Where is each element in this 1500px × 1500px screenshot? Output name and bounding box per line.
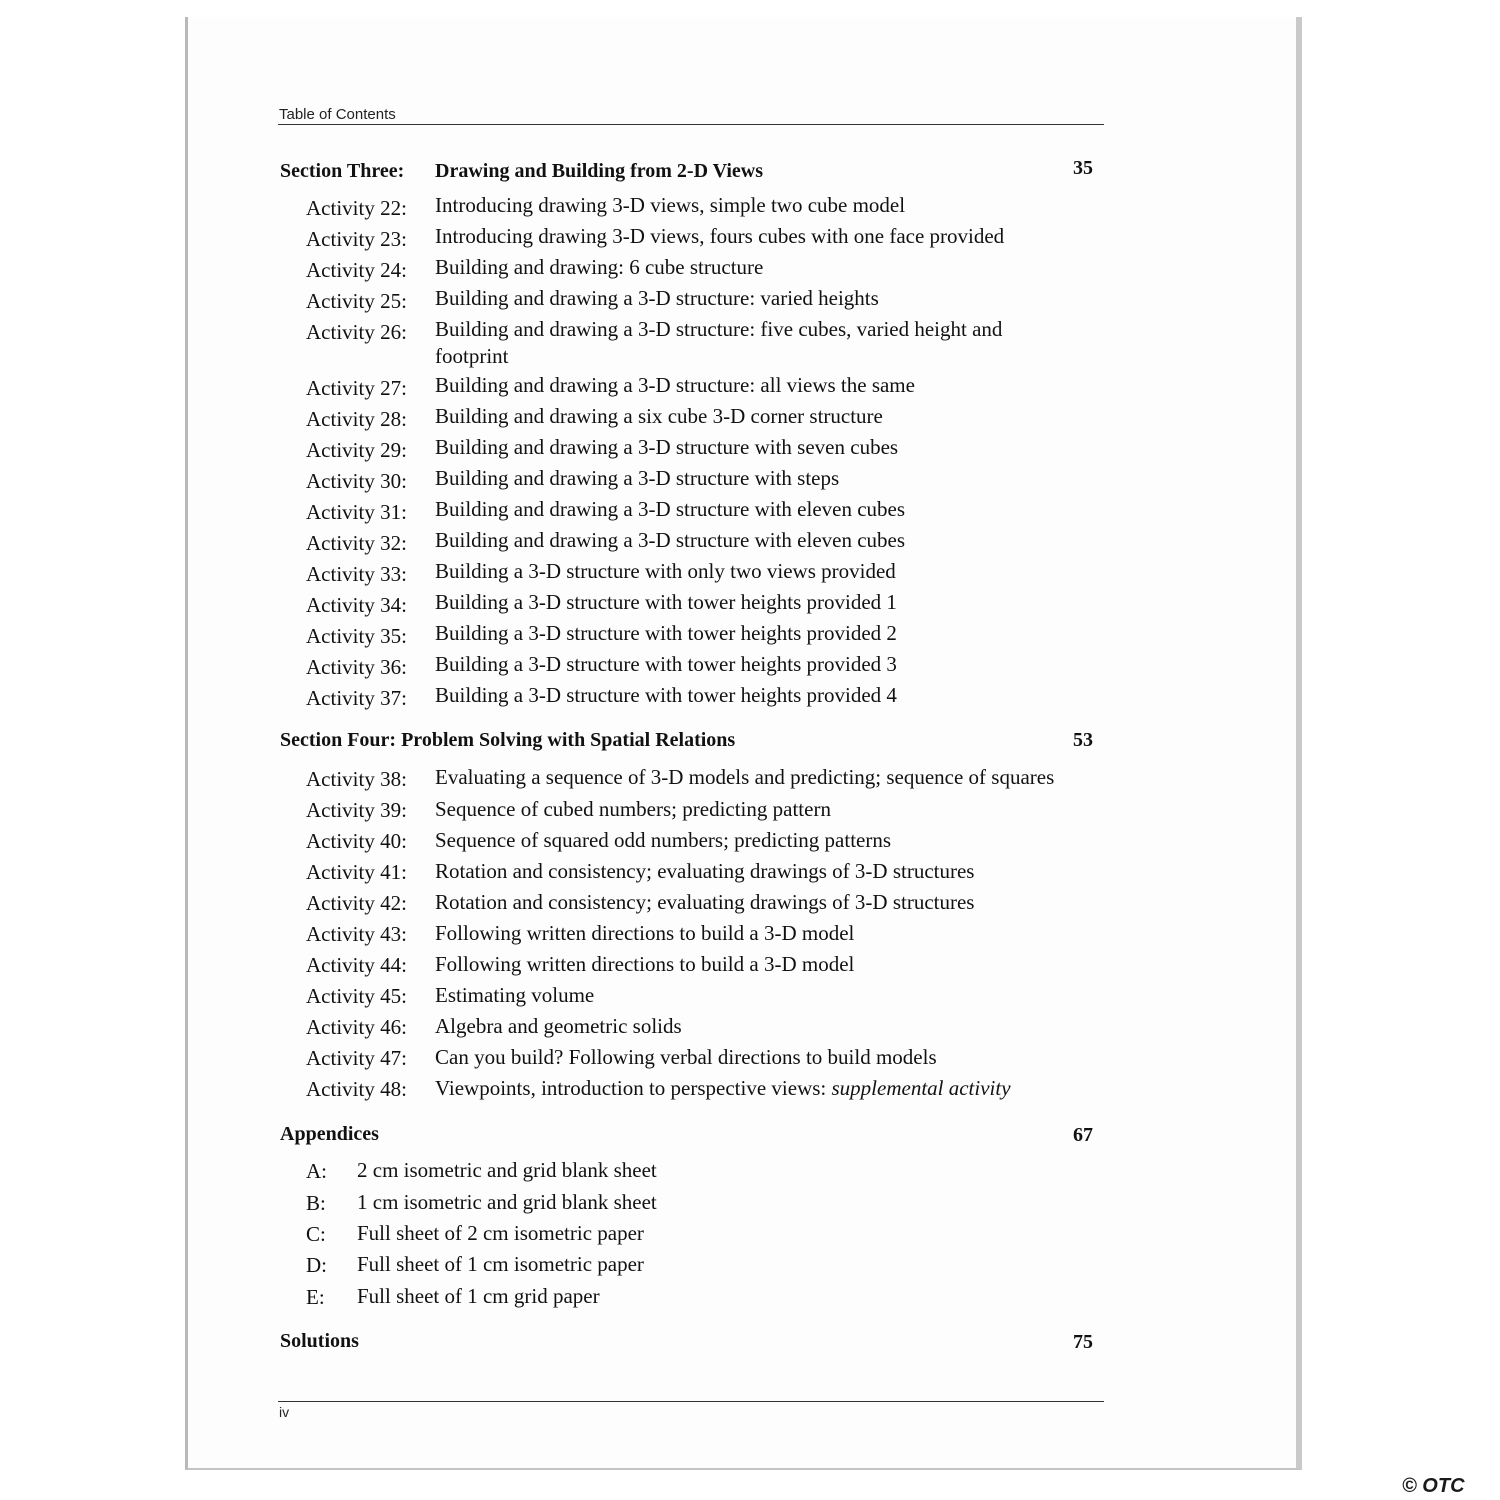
appendix-title: Full sheet of 2 cm isometric paper	[357, 1221, 644, 1245]
activity-title: Building a 3-D structure with tower heights provided 1	[435, 590, 897, 614]
activity-title: Building and drawing a 3-D structure with eleven cubes	[435, 497, 906, 521]
appendices-heading: Appendices	[280, 1123, 379, 1145]
activity-label: Activity 22:	[306, 196, 407, 220]
appendix-label: A:	[306, 1159, 327, 1183]
copyright-watermark: © OTC	[1402, 1475, 1465, 1497]
activity-label: Activity 29:	[306, 438, 407, 462]
appendix-label: E:	[306, 1285, 325, 1309]
activity-title: Building and drawing a 3-D structure with steps	[435, 466, 840, 490]
activity-label: Activity 45:	[306, 984, 407, 1008]
activity-label: Activity 47:	[306, 1046, 407, 1070]
activity-title: Building a 3-D structure with only two views provided	[435, 559, 896, 583]
activity-title-italic: supplemental activity	[831, 1076, 1011, 1100]
activity-label: Activity 38:	[306, 767, 407, 791]
activity-label: Activity 35:	[306, 624, 407, 648]
appendix-title: Full sheet of 1 cm isometric paper	[357, 1252, 644, 1276]
activity-label: Activity 40:	[306, 829, 407, 853]
activity-title: Building and drawing a six cube 3-D corner structure	[435, 404, 883, 428]
activity-label: Activity 43:	[306, 922, 407, 946]
activity-label: Activity 37:	[306, 686, 407, 710]
activity-title: Building and drawing: 6 cube structure	[435, 255, 764, 279]
section-four-heading	[280, 729, 735, 752]
activity-label: Activity 36:	[306, 655, 407, 679]
section-title: Drawing and Building from 2-D Views	[435, 160, 764, 182]
activity-label: Activity 27:	[306, 376, 407, 400]
appendix-title: Full sheet of 1 cm grid paper	[357, 1284, 600, 1308]
section-title: Problem Solving with Spatial Relations	[401, 729, 736, 751]
activity-title: Estimating volume	[435, 983, 595, 1007]
activity-label: Activity 39:	[306, 798, 407, 822]
section-three-heading	[280, 160, 764, 183]
activity-label: Activity 46:	[306, 1015, 407, 1039]
activity-label: Activity 48:	[306, 1077, 407, 1101]
activity-title: Introducing drawing 3-D views, fours cubes with one face provided	[435, 224, 1005, 248]
activity-title: Building a 3-D structure with tower heights provided 4	[435, 683, 897, 707]
section-label: Section Four:	[280, 729, 397, 751]
activity-label: Activity 34:	[306, 593, 407, 617]
activity-label: Activity 44:	[306, 953, 407, 977]
appendices-page: 67	[1073, 1124, 1093, 1146]
activity-label: Activity 24:	[306, 258, 407, 282]
activity-title: Building and drawing a 3-D structure: five cubes, varied height and footprint	[435, 317, 1003, 368]
footer-rule	[278, 1401, 1104, 1402]
activity-label: Activity 23:	[306, 227, 407, 251]
activity-title: Algebra and geometric solids	[435, 1014, 682, 1038]
activity-title: Evaluating a sequence of 3-D models and predicting; sequence of squares	[435, 765, 1055, 789]
activity-title: Sequence of cubed numbers; predicting pattern	[435, 797, 831, 821]
activity-label: Activity 33:	[306, 562, 407, 586]
activity-label: Activity 41:	[306, 860, 407, 884]
activity-title: Building and drawing a 3-D structure with seven cubes	[435, 435, 899, 459]
activity-title-text: Viewpoints, introduction to perspective views:	[435, 1076, 832, 1100]
activity-title	[435, 1076, 1011, 1101]
appendix-title: 2 cm isometric and grid blank sheet	[357, 1158, 657, 1182]
activity-title: Rotation and consistency; evaluating drawings of 3-D structures	[435, 859, 975, 883]
activity-title: Following written directions to build a 3-D model	[435, 921, 855, 945]
activity-title: Building and drawing a 3-D structure: varied heights	[435, 286, 879, 310]
activity-title: Building a 3-D structure with tower heights provided 2	[435, 621, 897, 645]
section-four-page: 53	[1073, 729, 1093, 751]
activity-label: Activity 25:	[306, 289, 407, 313]
activity-title: Building a 3-D structure with tower heights provided 3	[435, 652, 897, 676]
activity-label: Activity 30:	[306, 469, 407, 493]
appendix-label: B:	[306, 1191, 326, 1215]
header-rule	[278, 124, 1104, 125]
solutions-heading: Solutions	[280, 1330, 359, 1352]
activity-title: Sequence of squared odd numbers; predicting patterns	[435, 828, 892, 852]
solutions-page: 75	[1073, 1331, 1093, 1353]
activity-title: Building and drawing a 3-D structure: all views the same	[435, 373, 915, 397]
section-three-page: 35	[1073, 157, 1093, 179]
appendix-label: D:	[306, 1253, 327, 1277]
activity-title: Building and drawing a 3-D structure with eleven cubes	[435, 528, 906, 552]
activity-title: Introducing drawing 3-D views, simple two cube model	[435, 193, 906, 217]
activity-title: Can you build? Following verbal directions to build models	[435, 1045, 937, 1069]
activity-label: Activity 26:	[306, 320, 407, 344]
appendix-label: C:	[306, 1222, 326, 1246]
activity-label: Activity 28:	[306, 407, 407, 431]
activity-label: Activity 32:	[306, 531, 407, 555]
activity-label: Activity 31:	[306, 500, 407, 524]
page-number: iv	[279, 1404, 290, 1420]
appendix-title: 1 cm isometric and grid blank sheet	[357, 1190, 657, 1214]
activity-title: Following written directions to build a 3-D model	[435, 952, 855, 976]
section-label: Section Three:	[280, 160, 405, 182]
activity-label: Activity 42:	[306, 891, 407, 915]
running-head: Table of Contents	[279, 106, 396, 123]
activity-title: Rotation and consistency; evaluating drawings of 3-D structures	[435, 890, 975, 914]
